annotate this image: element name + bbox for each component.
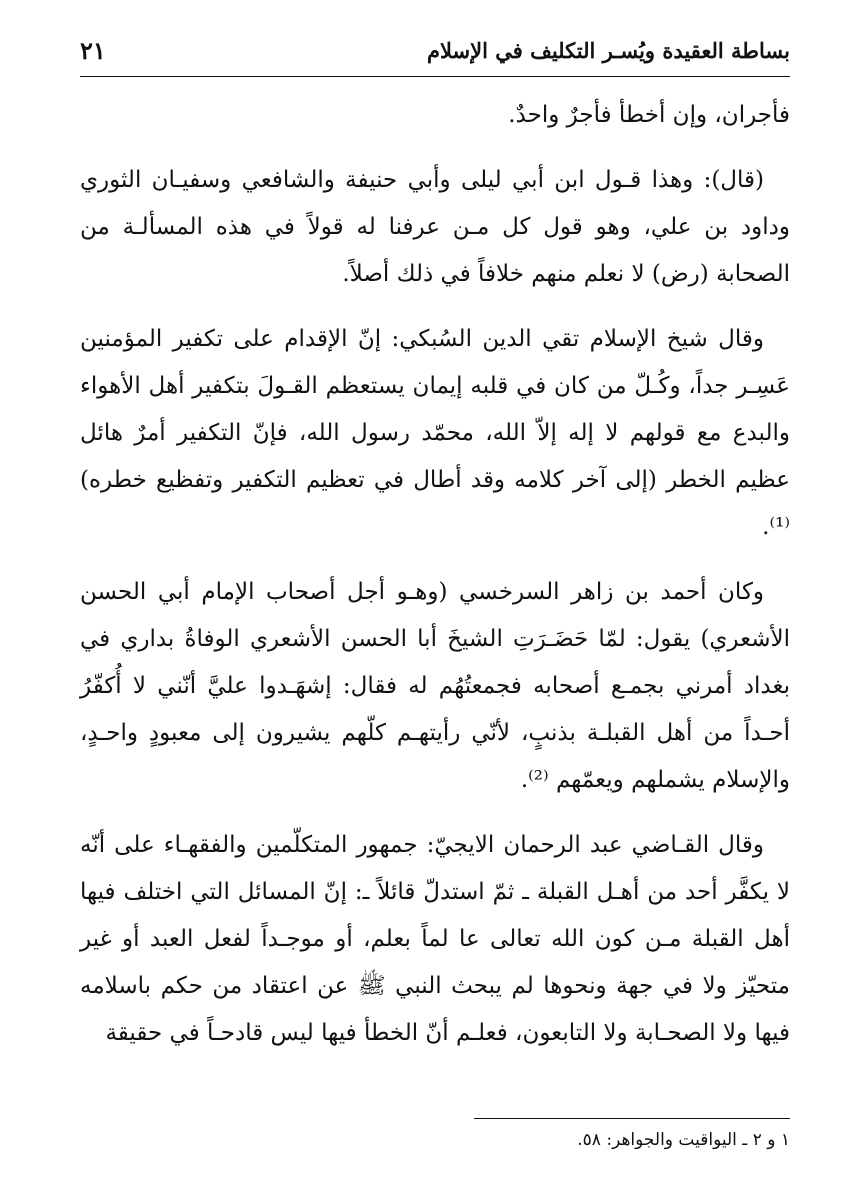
paragraph-5: وقال القـاضي عبد الرحمان الايجيّ: جمهور المتكلّمين والفقهـاء على أنّه لا يكفَّر أحد من أهـل القبلة ـ ثمّ استدلّ قائلاً ـ: إنّ المسائل التي اختلف فيها أهل القبلة مـن كون الله تعالى عا لماً بعلم، أو موجـداً لفعل العبد أو غير متحيّز ولا في جهة ونحوها لم يبحث النبي ﷺ عن اعتقاد من حكم باسلامه فيها ولا الصحـابة ولا التابعون، فعلـم أنّ الخطأ فيها ليس قادحـاً في حقيقة xyxy=(80,832,790,1046)
paragraph-2: (قال): وهذا قـول ابن أبي ليلى وأبي حنيفة والشافعي وسفيـان الثوري وداود بن علي، وهو قول كل مـن عرفنا له قولاً في هذه المسألـة من الصحابة (رض) لا نعلم منهم خلافاً في ذلك أصلاً. xyxy=(80,167,790,287)
paragraph-4: وكان أحمد بن زاهر السرخسي (وهـو أجل أصحاب الإمام أبي الحسن الأشعري) يقول: لمّا حَضَـرَتِ الشيخَ أبا الحسن الأشعري الوفاةُ بداري في بغداد أمرني بجمـع أصحابه فجمعتُهُم له فقال: إشهَـدوا عليَّ أنّني لا أُكفّرُ أحـداً من أهل القبلـة بذنبٍ، لأنّي رأيتهـم كلّهم يشيرون إلى معبودٍ واحـدٍ، والإسلام يشملهم ويعمّهم ⁽²⁾. xyxy=(80,579,790,793)
header-title: بساطة العقيدة ويُسـر التكليف في الإسلام xyxy=(427,38,790,63)
body-text xyxy=(80,92,790,1075)
footnote: ١ و ٢ ـ اليواقيت والجواهر: ٥٨. xyxy=(577,1130,790,1150)
paragraph-3: وقال شيخ الإسلام تقي الدين السُبكي: إنّ الإقدام على تكفير المؤمنين عَسِـر جداً، وكُـلّ من كان في قلبه إيمان يستعظم القـولَ بتكفير أهل الأهواء والبدع مع قولهم لا إله إلاّ الله، محمّد رسول الله، فإنّ التكفير أمرٌ هائل عظيم الخطر (إلى آخر كلامه وقد أطال في تعظيم التكفير وتفظيع خطره) ⁽¹⁾. xyxy=(80,326,790,540)
page-number: ٢١ xyxy=(80,36,106,65)
footnote-divider xyxy=(474,1118,790,1119)
running-header xyxy=(80,34,790,70)
header-divider xyxy=(80,76,790,77)
paragraph-1: فأجران، وإن أخطأ فأجرٌ واحدٌ. xyxy=(508,102,790,128)
